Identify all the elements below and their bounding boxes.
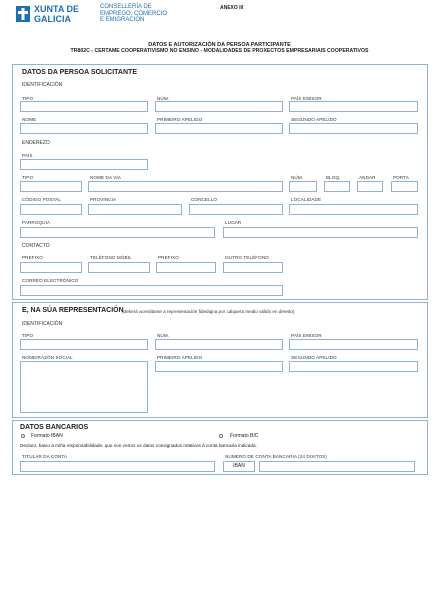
rep-identificacion-heading: IDENTIFICACIÓN: [22, 321, 63, 327]
andar-field[interactable]: [357, 181, 383, 192]
pais-emisor-label: PAÍS EMISOR: [291, 96, 322, 101]
rep-segundo-apelido-field[interactable]: [289, 361, 418, 372]
primeiro-apelido-label: PRIMEIRO APELIDO: [157, 117, 203, 122]
correo-label: CORREO ELECTRÓNICO: [22, 278, 79, 283]
rep-segundo-apelido-label: SEGUNDO APELIDO: [291, 355, 337, 360]
porta-field[interactable]: [391, 181, 418, 192]
tipo-field[interactable]: [20, 101, 148, 112]
telefono-movil-field[interactable]: [88, 262, 150, 273]
parroquia-label: PARROQUIA: [22, 220, 51, 225]
annex-label: ANEXO III: [220, 5, 244, 11]
num-via-field[interactable]: [289, 181, 317, 192]
telefono-movil-label: TELÉFONO MÓBIL: [90, 255, 132, 260]
declaro-text: Declaro, baixo a miña responsabilidade, que son certos os datos consignados relativos á conta bancaria indicada.: [20, 443, 257, 448]
segundo-apelido-label: SEGUNDO APELIDO: [291, 117, 337, 122]
porta-label: PORTA: [393, 175, 409, 180]
page-subtitle: TR802C - CERTAME COOPERATIVISMO NO ENSINO - MODALIDADES DE PROXECTOS EMPRESARIAIS COOPERATIVOS: [70, 48, 369, 54]
tipo-via-label: TIPO: [22, 175, 34, 180]
prefixo2-field[interactable]: [156, 262, 216, 273]
primeiro-apelido-field[interactable]: [155, 123, 283, 134]
representacion-title: E, NA SÚA REPRESENTACIÓN: [22, 307, 124, 314]
numero-conta-field[interactable]: [259, 461, 415, 472]
rep-tipo-label: TIPO: [22, 333, 34, 338]
rep-nome-razon-field[interactable]: [20, 361, 148, 413]
rep-primeiro-apelido-label: PRIMEIRO APELIDO: [157, 355, 203, 360]
header: [0, 0, 439, 60]
formato-bic-radio[interactable]: [219, 434, 223, 438]
dept-name: [100, 4, 167, 24]
dept-line: EMPREGO, COMERCIO: [100, 10, 168, 17]
identificacion-heading: IDENTIFICACIÓN: [22, 82, 63, 88]
rep-num-label: NÚM.: [157, 333, 170, 338]
titular-field[interactable]: [20, 461, 215, 472]
correo-field[interactable]: [20, 285, 283, 296]
page-title: DATOS E AUTORIZACIÓN DA PERSOA PARTICIPANTE: [148, 42, 291, 48]
rep-pais-emisor-label: PAÍS EMISOR: [291, 333, 322, 338]
prefixo2-label: PREFIXO: [158, 255, 179, 260]
num-label: NÚM.: [157, 96, 170, 101]
rep-pais-emisor-field[interactable]: [289, 339, 418, 350]
rep-primeiro-apelido-field[interactable]: [155, 361, 283, 372]
rep-nome-razon-label: NOME/RAZÓN SOCIAL: [22, 355, 73, 360]
solicitante-title: DATOS DA PERSOA SOLICITANTE: [22, 69, 137, 76]
outro-telefono-field[interactable]: [223, 262, 283, 273]
pais-label: PAÍS: [22, 153, 33, 158]
prefixo-label: PREFIXO: [22, 255, 43, 260]
num-via-label: NÚM.: [291, 175, 304, 180]
rep-tipo-field[interactable]: [20, 339, 148, 350]
concello-field[interactable]: [189, 204, 283, 215]
provincia-label: PROVINCIA: [90, 197, 117, 202]
localidade-label: LOCALIDADE: [291, 197, 322, 202]
provincia-field[interactable]: [88, 204, 182, 215]
segundo-apelido-field[interactable]: [289, 123, 418, 134]
bloq-label: BLOQ.: [326, 175, 341, 180]
titular-label: TITULAR DA CONTA: [22, 454, 68, 459]
prefixo-field[interactable]: [20, 262, 82, 273]
localidade-field[interactable]: [289, 204, 418, 215]
rep-num-field[interactable]: [155, 339, 283, 350]
nome-label: NOME: [22, 117, 37, 122]
codigo-postal-field[interactable]: [20, 204, 82, 215]
iban-prefix-field: [223, 461, 255, 472]
org-name: XUNTA DE GALICIA: [34, 4, 79, 24]
numero-conta-label: NÚMERO DE CONTA BANCARIA (24 DÍXITOS): [225, 454, 328, 459]
formato-bic-label: Formato BIC: [230, 433, 259, 439]
outro-telefono-label: OUTRO TELÉFONO: [225, 255, 269, 260]
tipo-via-field[interactable]: [20, 181, 82, 192]
tipo-label: TIPO: [22, 96, 34, 101]
pais-emisor-field[interactable]: [289, 101, 418, 112]
andar-label: ANDAR: [359, 175, 376, 180]
formato-iban-radio[interactable]: [21, 434, 25, 438]
xunta-cross-icon: [16, 6, 30, 22]
lugar-label: LUGAR: [225, 220, 242, 225]
bancarios-title: DATOS BANCARIOS: [20, 424, 89, 431]
lugar-field[interactable]: [223, 227, 418, 238]
concello-label: CONCELLO: [191, 197, 218, 202]
nome-field[interactable]: [20, 123, 148, 134]
representacion-note: (deberá acreditarse a representación fidedigna por calquera medio válido en dereito): [122, 309, 295, 314]
codigo-postal-label: CÓDIGO POSTAL: [22, 197, 61, 202]
enderezo-heading: ENDEREZO: [22, 140, 50, 146]
parroquia-field[interactable]: [20, 227, 215, 238]
formato-iban-label: Formato IBAN: [31, 433, 63, 439]
dept-line: CONSELLERÍA DE: [100, 4, 152, 10]
pais-field[interactable]: [20, 159, 148, 170]
bloq-field[interactable]: [324, 181, 350, 192]
num-field[interactable]: [155, 101, 283, 112]
iban-text: IBAN: [233, 463, 245, 469]
nome-via-label: NOME DA VÍA: [90, 175, 121, 180]
dept-line: E EMIGRACIÓN: [100, 17, 145, 23]
contacto-heading: CONTACTO: [22, 243, 50, 249]
nome-via-field[interactable]: [88, 181, 283, 192]
